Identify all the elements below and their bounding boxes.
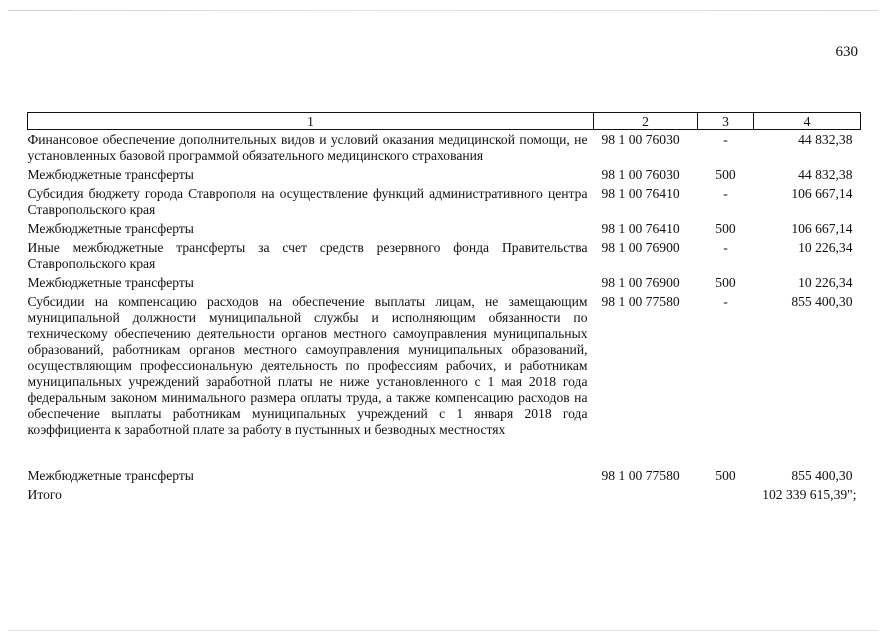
- row-sum: 44 832,38: [798, 132, 853, 147]
- row-sum: 106 667,14: [791, 221, 853, 236]
- row-code: 98 1 00 76410: [601, 221, 680, 236]
- header-col-4: 4: [754, 113, 861, 130]
- row-name: Субсидии на компенсацию расходов на обеспечение выплаты лицам, не замещающим муниципальной должности муниципальной службы и исполняющим обязанности по техническому обеспечению деятельности органов местного самоуправления муниципальных образований, работникам органов местного самоуправления муниципальных образований, осуществляющим профессиональную деятельность по профессиям рабочих, и работникам муниципальных учреждений заработной платы не ниже установленного с 1 мая 2018 года федеральным законом минимального размера оплаты труда, а также компенсацию расходов на обеспечение выплаты работникам муниципальных учреждений с 1 января 2018 года коэффициента к заработной плате за работу в пустынных и безводных местностях: [27, 294, 588, 437]
- row-code: 98 1 00 77580: [601, 294, 680, 309]
- row-name: Иные межбюджетные трансферты за счет средств резервного фонда Правительства Ставропольского края: [27, 240, 588, 271]
- row-sum: 855 400,30: [791, 294, 853, 309]
- row-expense-type: -: [723, 132, 728, 147]
- row-expense-type: -: [723, 240, 728, 255]
- row-code: 98 1 00 76030: [601, 167, 680, 182]
- row-expense-type: 500: [715, 221, 736, 236]
- row-sum: 855 400,30: [791, 468, 853, 483]
- row-code: 98 1 00 76030: [601, 132, 680, 147]
- row-sum: 106 667,14: [791, 186, 853, 201]
- row-expense-type: 500: [715, 167, 736, 182]
- table-row: [28, 130, 861, 166]
- row-name: Субсидия бюджету города Ставрополя на осуществление функций административного центра Ставропольского края: [27, 186, 588, 217]
- header-col-1: 1: [28, 113, 594, 130]
- spacer-row: [28, 439, 861, 466]
- scan-edge-bottom: [8, 630, 878, 631]
- page-number: 630: [835, 44, 858, 60]
- table-row: [28, 165, 861, 184]
- row-expense-type: 500: [715, 468, 736, 483]
- total-sum: 102 339 615,39";: [762, 487, 857, 502]
- row-name: Межбюджетные трансферты: [27, 221, 194, 236]
- header-row: [28, 113, 861, 130]
- row-name: Финансовое обеспечение дополнительных видов и условий оказания медицинской помощи, не установленных базовой программой обязательного медицинского страхования: [27, 132, 588, 163]
- row-code: 98 1 00 76410: [601, 186, 680, 201]
- table-row: [28, 238, 861, 273]
- row-name: Межбюджетные трансферты: [27, 468, 194, 483]
- header-col-3: 3: [698, 113, 754, 130]
- header-col-2: 2: [594, 113, 698, 130]
- row-sum: 10 226,34: [798, 275, 853, 290]
- row-code: 98 1 00 76900: [601, 240, 680, 255]
- table-row: [28, 273, 861, 292]
- budget-table: [27, 112, 861, 504]
- table-header: [28, 113, 861, 130]
- row-code: 98 1 00 77580: [601, 468, 680, 483]
- scan-edge-top: [8, 10, 878, 11]
- row-name: Межбюджетные трансферты: [27, 275, 194, 290]
- row-sum: 44 832,38: [798, 167, 853, 182]
- table-row: [28, 219, 861, 238]
- row-expense-type: -: [723, 294, 728, 309]
- row-name: Межбюджетные трансферты: [27, 167, 194, 182]
- table-row: [28, 466, 861, 485]
- row-code: 98 1 00 76900: [601, 275, 680, 290]
- row-expense-type: -: [723, 186, 728, 201]
- table-body: [28, 130, 861, 505]
- table-row: [28, 292, 861, 439]
- table-row: [28, 184, 861, 219]
- total-row: [28, 485, 861, 504]
- total-label: Итого: [27, 487, 62, 502]
- row-sum: 10 226,34: [798, 240, 853, 255]
- row-expense-type: 500: [715, 275, 736, 290]
